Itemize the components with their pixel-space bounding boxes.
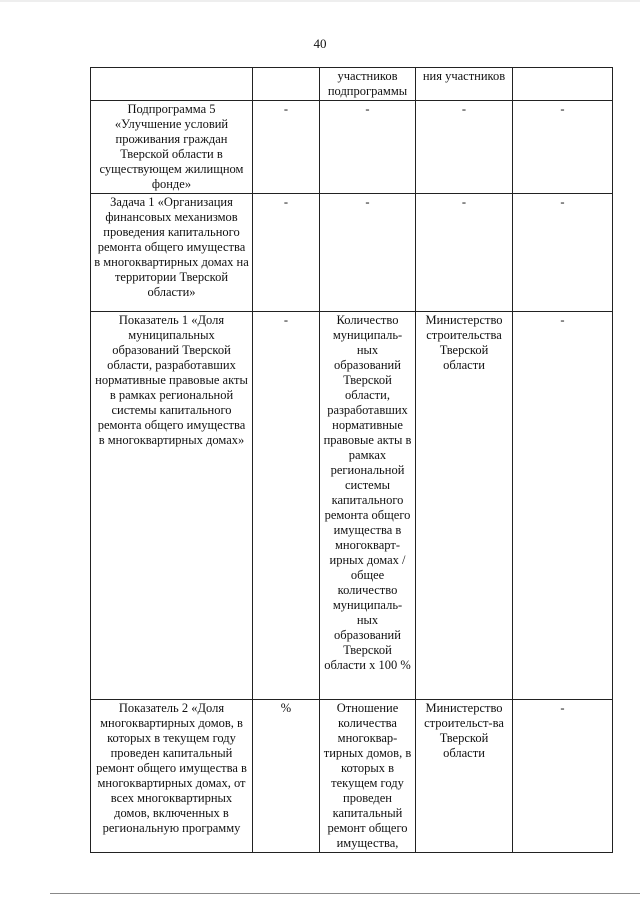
table-cell-formula: Отношение количества многоквар-тирных домов, в которых в текущем году проведен капитальный ремонт общего имущества, bbox=[320, 700, 416, 853]
page-top-edge bbox=[0, 0, 640, 2]
table-cell-unit: - bbox=[253, 101, 320, 194]
table-row-indicator-2 bbox=[91, 700, 613, 853]
page-number: 40 bbox=[313, 36, 327, 51]
table-cell-unit: - bbox=[253, 312, 320, 700]
table-cell-name: Подпрограмма 5 «Улучшение условий проживания граждан Тверской области в существующем жилищном фонде» bbox=[91, 101, 253, 194]
table-cell-unit: - bbox=[253, 194, 320, 312]
table-cell-source: - bbox=[416, 101, 513, 194]
table-cell-name: Показатель 2 «Доля многоквартирных домов, в которых в текущем году проведен капитальный ремонт общего имущества в многоквартирных домах, от всех многоквартирных домов, включенных в региональную программу bbox=[91, 700, 253, 853]
table-cell-name: Показатель 1 «Доля муниципальных образований Тверской области, разработавших нормативные правовые акты в рамках региональной системы капитального ремонта общего имущества в многоквартирных домах» bbox=[91, 312, 253, 700]
table-row-task bbox=[91, 194, 613, 312]
table-cell-extra: - bbox=[513, 194, 613, 312]
table-cell-extra: - bbox=[513, 312, 613, 700]
table-cell-name: Задача 1 «Организация финансовых механизмов проведения капитального ремонта общего имущества в многоквартирных домах на территории Тверской области» bbox=[91, 194, 253, 312]
table-cell-formula: - bbox=[320, 194, 416, 312]
table-cell-extra: - bbox=[513, 700, 613, 853]
page-bottom-rule bbox=[50, 893, 640, 894]
indicators-table bbox=[90, 67, 613, 853]
table-cell bbox=[513, 68, 613, 101]
table-cell bbox=[91, 68, 253, 101]
table-cell-source: Министерство строительст-ва Тверской области bbox=[416, 700, 513, 853]
table-row-subprogram bbox=[91, 101, 613, 194]
table-cell-formula: Количество муниципаль-ных образований Тверской области, разработавших нормативные правовые акты в рамках региональной системы капитального ремонта общего имущества в многокварт-ирных домах / общее количество муниципаль-ных образований Тверской области х 100 % bbox=[320, 312, 416, 700]
table-cell bbox=[253, 68, 320, 101]
table-cell-unit: % bbox=[253, 700, 320, 853]
table-cell-source: Министерство строительства Тверской области bbox=[416, 312, 513, 700]
table-cell-extra: - bbox=[513, 101, 613, 194]
table-cell: участников подпрограммы bbox=[320, 68, 416, 101]
table-cell: ния участников bbox=[416, 68, 513, 101]
table-row-indicator-1 bbox=[91, 312, 613, 700]
table-header-continuation-row bbox=[91, 68, 613, 101]
table-cell-source: - bbox=[416, 194, 513, 312]
table-cell-formula: - bbox=[320, 101, 416, 194]
